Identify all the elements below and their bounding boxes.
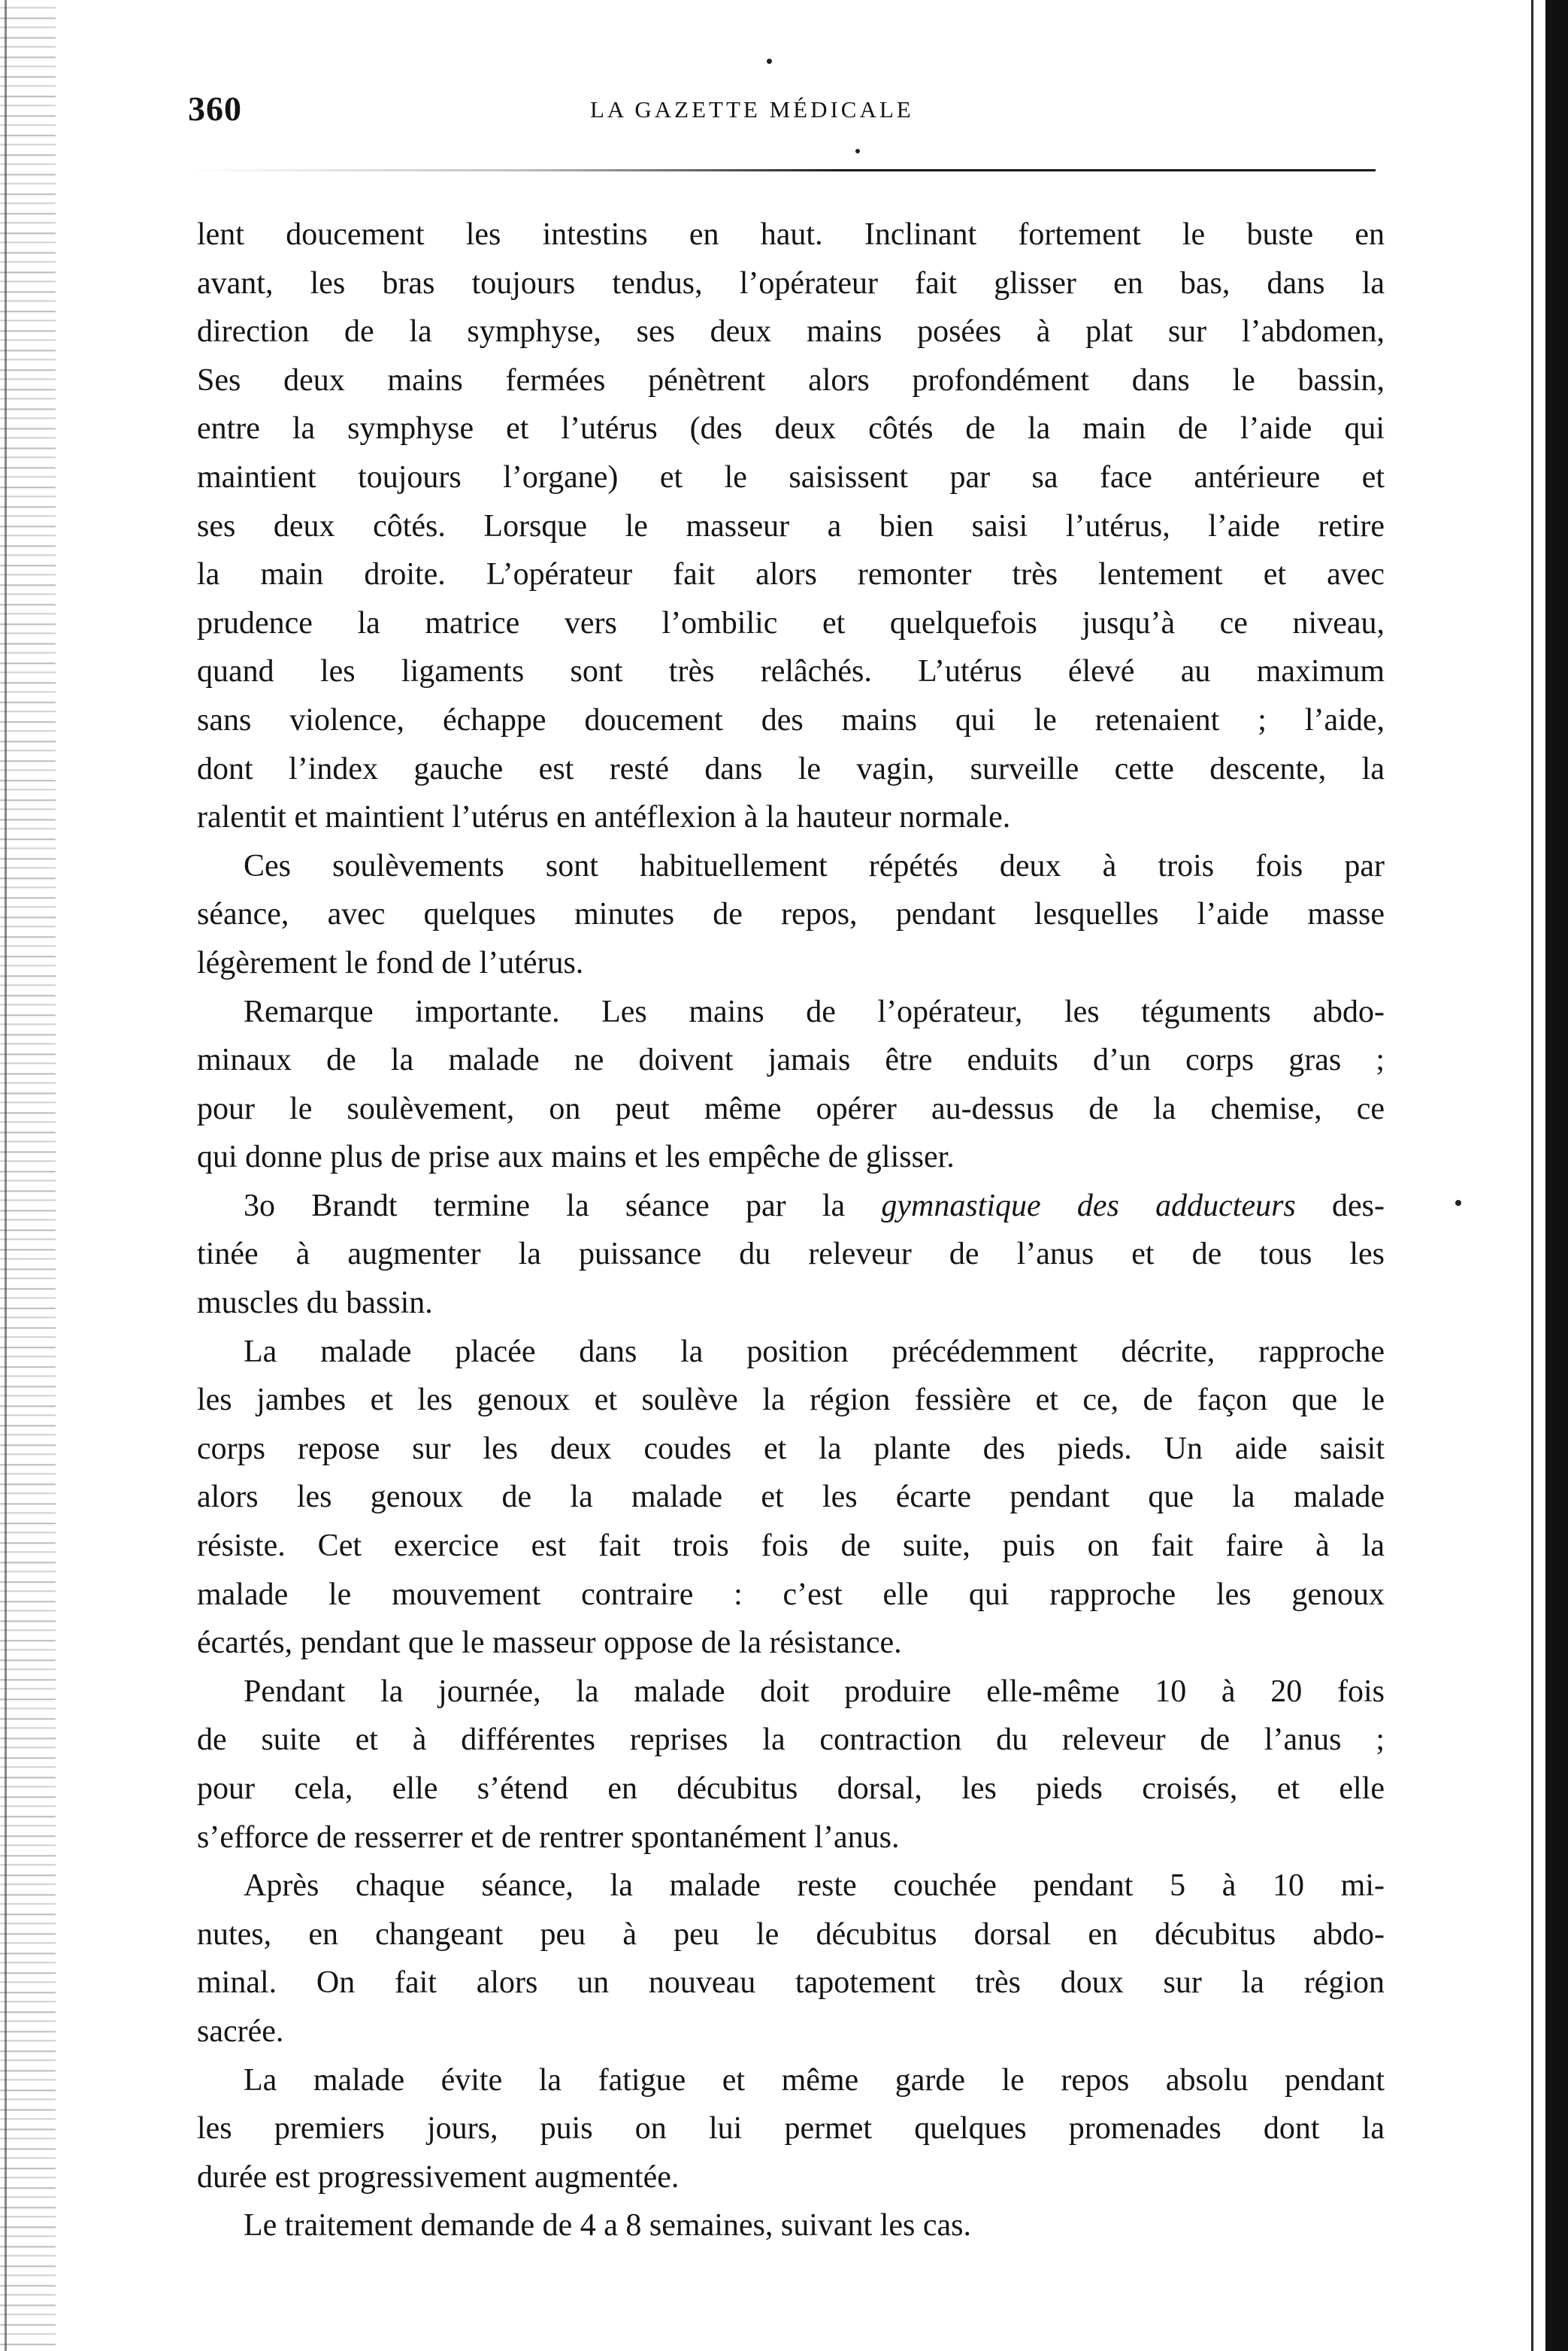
text-line: durée est progressivement augmentée. bbox=[197, 2159, 680, 2195]
running-head: LA GAZETTE MÉDICALE bbox=[590, 96, 914, 123]
scan-right-edge-bar bbox=[1545, 0, 1568, 2351]
text-line: muscles du bassin. bbox=[197, 1286, 433, 1321]
scan-right-edge-line bbox=[1531, 0, 1533, 2351]
scan-left-edge-line bbox=[5, 0, 7, 2351]
paragraph bbox=[197, 842, 1385, 988]
text-line: Après chaque séance, la malade reste couchée pendant 5 à 10 mi- bbox=[244, 1868, 1385, 1904]
text-line: sans violence, échappe doucement des mains qui le retenaient ; l’aide, bbox=[197, 702, 1385, 738]
text-line: La malade placée dans la position précédemment décrite, rapproche bbox=[244, 1334, 1385, 1369]
text-line: maintient toujours l’organe) et le saisissent par sa face antérieure et bbox=[197, 459, 1385, 495]
body-text bbox=[197, 211, 1385, 2250]
paragraph bbox=[197, 2056, 1385, 2202]
paragraph bbox=[197, 211, 1385, 842]
text-line: Le traitement demande de 4 a 8 semaines, suivant les cas. bbox=[244, 2208, 971, 2243]
text-line: direction de la symphyse, ses deux mains posées à plat sur l’abdomen, bbox=[197, 314, 1385, 350]
italic-term: gymnastique des adducteurs bbox=[881, 1188, 1296, 1223]
text-line: Remarque importante. Les mains de l’opérateur, les téguments abdo- bbox=[244, 994, 1385, 1029]
scan-left-edge-texture bbox=[0, 0, 56, 2351]
paragraph bbox=[197, 2201, 1385, 2250]
text-line: qui donne plus de prise aux mains et les empêche de glisser. bbox=[197, 1140, 955, 1175]
text-line: lent doucement les intestins en haut. Inclinant fortement le buste en bbox=[197, 217, 1385, 252]
text-line: nutes, en changeant peu à peu le décubitus dorsal en décubitus abdo- bbox=[197, 1916, 1385, 1952]
text-line: la main droite. L’opérateur fait alors remonter très lentement et avec bbox=[197, 557, 1385, 592]
text-line: ses deux côtés. Lorsque le masseur a bien saisi l’utérus, l’aide retire bbox=[197, 508, 1385, 544]
paragraph bbox=[197, 1668, 1385, 1862]
text-line: résiste. Cet exercice est fait trois fois de suite, puis on fait faire à la bbox=[197, 1528, 1385, 1564]
paragraph bbox=[197, 1862, 1385, 2056]
paragraph bbox=[197, 988, 1385, 1182]
text-line: pour cela, elle s’étend en décubitus dorsal, les pieds croisés, et elle bbox=[197, 1771, 1385, 1806]
text-line: les jambes et les genoux et soulève la région fessière et ce, de façon que le bbox=[197, 1383, 1385, 1418]
ink-speck bbox=[767, 59, 772, 64]
header-rule bbox=[188, 169, 1376, 171]
page-header bbox=[188, 89, 1376, 141]
text-line: de suite et à différentes reprises la contraction du releveur de l’anus ; bbox=[197, 1722, 1385, 1758]
text-line: Pendant la journée, la malade doit produire elle-même 10 à 20 fois bbox=[244, 1674, 1385, 1709]
text-run: des- bbox=[1295, 1188, 1385, 1223]
text-line: La malade évite la fatigue et même garde le repos absolu pendant bbox=[244, 2062, 1385, 2098]
text-line: s’efforce de resserrer et de rentrer spontanément l’anus. bbox=[197, 1819, 900, 1855]
text-line: quand les ligaments sont très relâchés. L’utérus élevé au maximum bbox=[197, 654, 1385, 689]
ink-speck bbox=[855, 149, 860, 153]
text-line: dont l’index gauche est resté dans le vagin, surveille cette descente, la bbox=[197, 751, 1385, 786]
text-line: alors les genoux de la malade et les écarte pendant que la malade bbox=[197, 1480, 1385, 1515]
text-line: sacrée. bbox=[197, 2013, 284, 2049]
text-line: ralentit et maintient l’utérus en antéflexion à la hauteur normale. bbox=[197, 800, 1011, 835]
text-line: tinée à augmenter la puissance du releveur de l’anus et de tous les bbox=[197, 1237, 1385, 1272]
text-line: malade le mouvement contraire : c’est elle qui rapproche les genoux bbox=[197, 1577, 1385, 1612]
text-line: corps repose sur les deux coudes et la plante des pieds. Un aide saisit bbox=[197, 1431, 1385, 1466]
page-number: 360 bbox=[188, 89, 242, 128]
text-run: 3o Brandt termine la séance par la bbox=[244, 1188, 882, 1223]
text-line: écartés, pendant que le masseur oppose de la résistance. bbox=[197, 1625, 902, 1661]
text-line: entre la symphyse et l’utérus (des deux côtés de la main de l’aide qui bbox=[197, 411, 1385, 447]
text-line: Ses deux mains fermées pénètrent alors profondément dans le bassin, bbox=[197, 362, 1385, 398]
text-line: Ces soulèvements sont habituellement répétés deux à trois fois par bbox=[244, 848, 1385, 883]
text-line: minal. On fait alors un nouveau tapotement très doux sur la région bbox=[197, 1965, 1385, 2001]
text-line: séance, avec quelques minutes de repos, pendant lesquelles l’aide masse bbox=[197, 897, 1385, 932]
text-line: avant, les bras toujours tendus, l’opérateur fait glisser en bas, dans la bbox=[197, 265, 1385, 301]
text-line bbox=[197, 1182, 1385, 1231]
text-line: prudence la matrice vers l’ombilic et quelquefois jusqu’à ce niveau, bbox=[197, 605, 1385, 641]
text-line: légèrement le fond de l’utérus. bbox=[197, 945, 584, 980]
paragraph bbox=[197, 1328, 1385, 1668]
paragraph bbox=[197, 1182, 1385, 1328]
text-line: minaux de la malade ne doivent jamais être enduits d’un corps gras ; bbox=[197, 1043, 1385, 1078]
ink-speck bbox=[1455, 1200, 1461, 1206]
text-line: les premiers jours, puis on lui permet quelques promenades dont la bbox=[197, 2111, 1385, 2146]
text-line: pour le soulèvement, on peut même opérer au-dessus de la chemise, ce bbox=[197, 1091, 1385, 1126]
